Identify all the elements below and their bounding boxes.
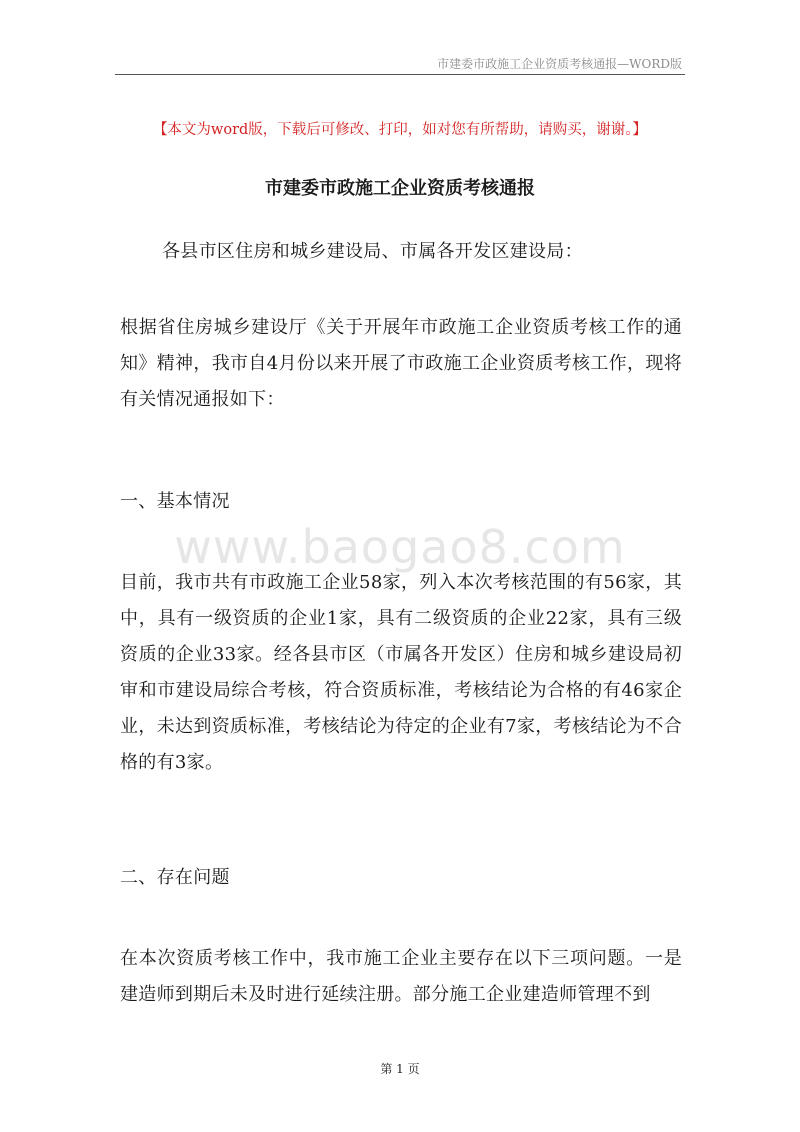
header-divider [115, 74, 685, 75]
section-heading-basic: 一、基本情况 [120, 491, 230, 512]
salutation-paragraph: 各县市区住房和城乡建设局、市属各开发区建设局： [162, 241, 583, 262]
watermark-text: www.baogao8.com [174, 520, 626, 574]
intro-paragraph: 根据省住房城乡建设厅《关于开展年市政施工企业资质考核工作的通知》精神，我市自4月份以来开展了市政施工企业资质考核工作，现将有关情况通报如下： [120, 317, 682, 410]
document-title: 市建委市政施工企业资质考核通报 [265, 178, 535, 199]
section-heading-issues: 二、存在问题 [120, 867, 230, 888]
basic-situation-paragraph: 目前，我市共有市政施工企业58家，列入本次考核范围的有56家，其中，具有一级资质的企业1家，具有二级资质的企业22家，具有三级资质的企业33家。经各县市区（市属各开发区）住房和城乡建设局初审和市建设局综合考核，符合资质标准，考核结论为合格的有46家企业，未达到资质标准，考核结论为待定的企业有7家，考核结论为不合格的有3家。 [120, 572, 682, 773]
download-notice: 【本文为word版，下载后可修改、打印，如对您有所帮助，请购买，谢谢。】 [152, 122, 648, 138]
running-header-title: 市建委市政施工企业资质考核通报—WORD版 [437, 57, 682, 71]
issues-paragraph: 在本次资质考核工作中，我市施工企业主要存在以下三项问题。一是建造师到期后未及时进行延续注册。部分施工企业建造师管理不到 [120, 948, 682, 1005]
page-number: 第 1 页 [380, 1062, 420, 1076]
